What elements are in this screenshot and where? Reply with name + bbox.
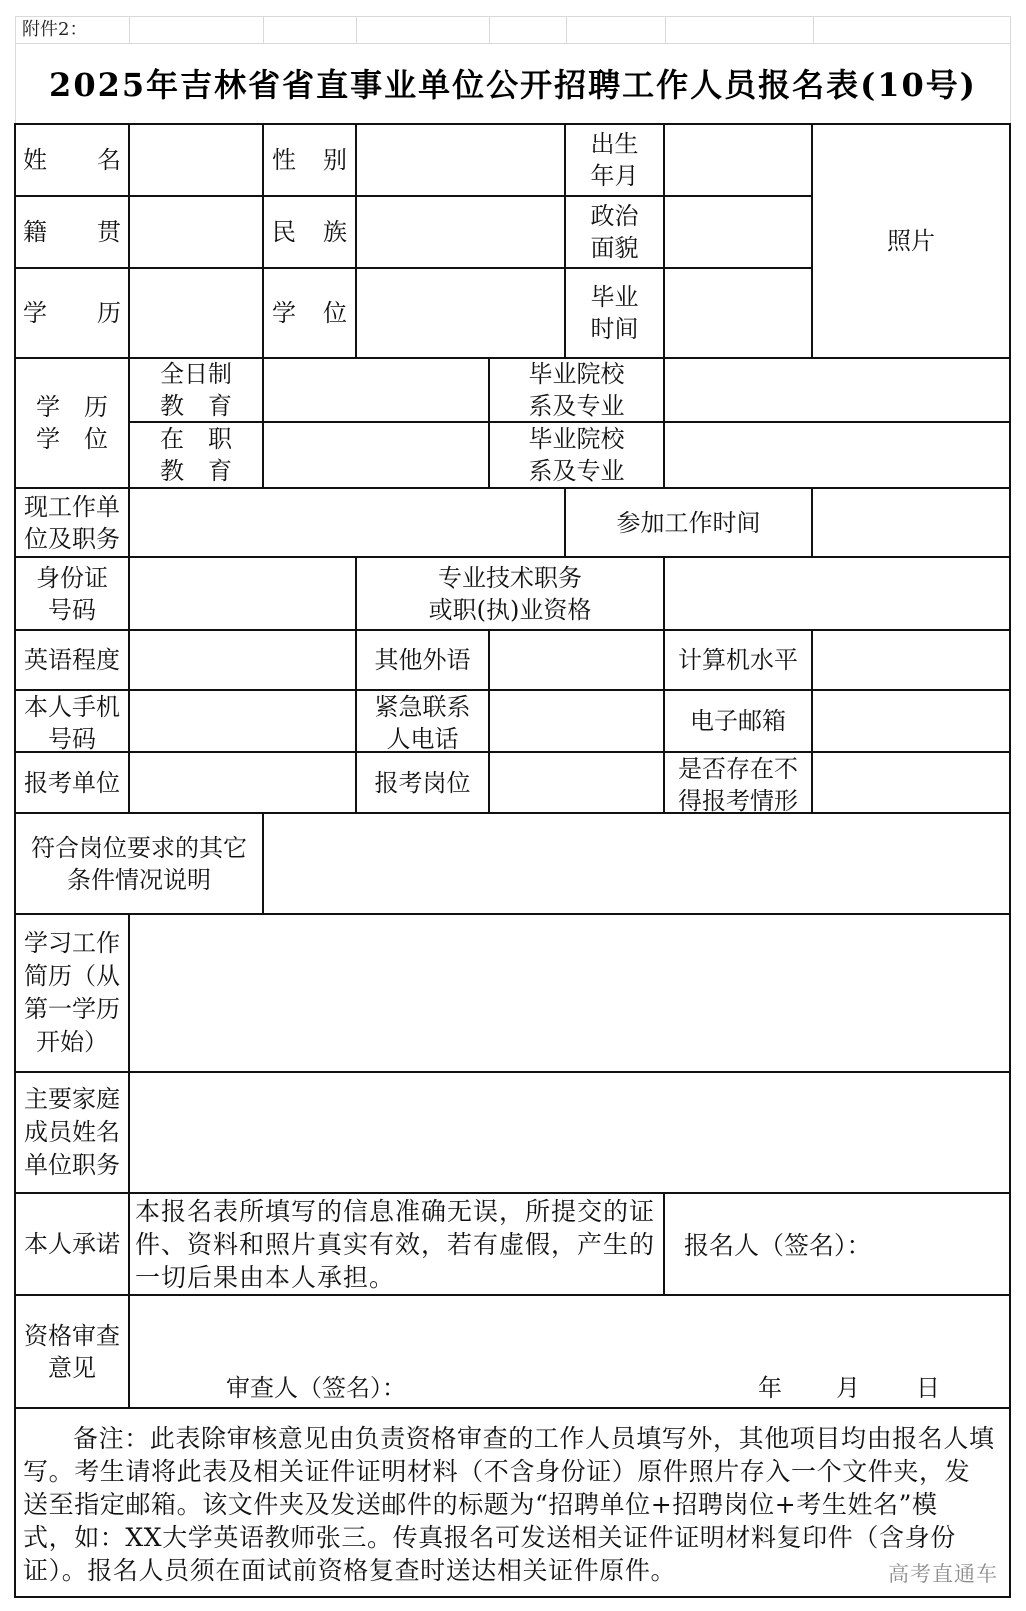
label-line: 简历（从 (24, 962, 120, 990)
resume-label (14, 913, 130, 1073)
attachment-label: 附件2： (22, 19, 88, 40)
label-line: 现工作单 (24, 492, 120, 521)
name-label (14, 123, 130, 197)
label-line: 时间 (590, 315, 639, 343)
family-field[interactable] (128, 1071, 1011, 1194)
notes-line: 送至指定邮箱。该文件夹及发送邮件的标题为“招聘单位+招聘岗位+考生姓名”模 (23, 1490, 938, 1519)
label-line: 出生 (590, 130, 639, 158)
label-line: 教 育 (160, 457, 232, 485)
notes-line: 写。考生请将此表及相关证件证明材料（不含身份证）原件照片存入一个文件夹，发 (23, 1457, 971, 1486)
in-service-school-field[interactable] (663, 421, 1011, 489)
label-line: 学习工作 (24, 929, 120, 957)
pledge-line: 一切后果由本人承担。 (135, 1262, 396, 1292)
mobile-field[interactable] (128, 689, 357, 753)
notes-line: 证）。报名人员须在面试前资格复查时送达相关证件原件。 (23, 1556, 677, 1585)
label-line: 单位职务 (24, 1151, 120, 1179)
grid-line (129, 17, 130, 43)
ethnicity-field[interactable] (355, 195, 566, 269)
label-text: 本人承诺 (24, 1230, 120, 1258)
title-row (15, 43, 1011, 125)
full-time-school-label (488, 357, 665, 423)
label-line: 人电话 (386, 725, 459, 753)
name-field[interactable] (128, 123, 264, 197)
label-text: 报考岗位 (374, 768, 471, 797)
label-char: 性 (272, 146, 296, 174)
graduation-date-field[interactable] (663, 267, 813, 359)
reviewer-signature-label: 审查人（签名）： (226, 1374, 406, 1402)
label-text: 英语程度 (24, 646, 120, 674)
label-line: 系及专业 (528, 392, 625, 420)
work-start-field[interactable] (811, 487, 1011, 558)
native-place-field[interactable] (128, 195, 264, 269)
mobile-label (14, 689, 130, 753)
id-number-field[interactable] (128, 556, 357, 631)
work-start-label (564, 487, 813, 558)
graduation-date-label (564, 267, 665, 359)
notes-box (14, 1407, 1011, 1598)
label-text: 计算机水平 (678, 646, 798, 674)
label-char: 民 (272, 218, 296, 246)
label-line: 毕业院校 (528, 360, 625, 388)
label-line: 全日制 (160, 360, 232, 388)
label-line: 条件情况说明 (67, 865, 211, 894)
label-line: 教 育 (160, 392, 232, 420)
political-status-label (564, 195, 665, 269)
notes-line: 备注：此表除审核意见由负责资格审查的工作人员填写外，其他项目均由报名人填 (73, 1424, 995, 1453)
attachment-row (15, 16, 1011, 44)
apply-position-label (355, 751, 490, 814)
label-line: 或职(执)业资格 (428, 595, 592, 624)
label-line: 号码 (48, 725, 96, 753)
label-line: 是否存在不 (678, 755, 798, 783)
label-char: 学 (23, 299, 47, 327)
label-line: 在 职 (160, 425, 232, 453)
resume-field[interactable] (128, 913, 1011, 1073)
other-conditions-label (14, 812, 264, 915)
label-text: 电子邮箱 (690, 707, 786, 735)
label-char: 籍 (23, 218, 47, 246)
watermark: 高考直通车 (888, 1562, 998, 1586)
label-line: 紧急联系 (374, 693, 471, 721)
label-line: 毕业 (590, 283, 639, 311)
label-line: 毕业院校 (528, 425, 625, 453)
label-line: 政治 (590, 202, 639, 230)
full-time-edu-label (128, 357, 264, 423)
gender-field[interactable] (355, 123, 566, 197)
pledge-text (128, 1192, 665, 1296)
native-place-label (14, 195, 130, 269)
photo-box[interactable] (811, 123, 1011, 359)
label-line: 面貌 (590, 234, 639, 262)
emergency-contact-field[interactable] (488, 689, 665, 753)
label-line: 得报考情形 (678, 787, 798, 814)
grid-line (489, 17, 490, 43)
label-line: 第一学历 (24, 995, 120, 1023)
id-number-label (14, 556, 130, 631)
pledge-label (14, 1192, 130, 1296)
full-time-edu-field[interactable] (262, 357, 490, 423)
education-field[interactable] (128, 267, 264, 359)
label-line: 开始） (36, 1028, 108, 1056)
label-line: 资格审查 (24, 1321, 120, 1350)
label-char: 族 (323, 218, 347, 246)
label-char: 姓 (23, 146, 47, 174)
label-char: 别 (323, 146, 347, 174)
professional-title-label (355, 556, 665, 631)
computer-level-label (663, 629, 813, 691)
review-date-month: 月 (836, 1374, 860, 1402)
label-line: 号码 (48, 595, 96, 624)
other-language-label (355, 629, 490, 691)
review-date-day: 日 (916, 1374, 940, 1402)
label-line: 主要家庭 (24, 1085, 120, 1113)
label-char: 学 (272, 299, 296, 327)
label-char: 历 (97, 299, 121, 327)
pledge-line: 件、资料和照片真实有效，若有虚假，产生的 (135, 1229, 656, 1259)
full-time-school-field[interactable] (663, 357, 1011, 423)
label-line: 成员姓名 (24, 1118, 120, 1146)
label-text: 报考单位 (24, 768, 120, 797)
in-service-school-label (488, 421, 665, 489)
other-language-field[interactable] (488, 629, 665, 691)
label-line: 本人手机 (24, 693, 120, 721)
family-label (14, 1071, 130, 1194)
apply-unit-field[interactable] (128, 751, 357, 814)
degree-label (262, 267, 357, 359)
grid-line (813, 17, 814, 43)
apply-position-field[interactable] (488, 751, 665, 814)
review-opinion-field[interactable] (128, 1294, 1011, 1409)
grid-line (263, 17, 264, 43)
label-line: 意见 (48, 1353, 96, 1382)
professional-title-field[interactable] (663, 556, 1011, 631)
label-line: 年月 (590, 162, 639, 190)
grid-line (665, 17, 666, 43)
current-employer-field[interactable] (128, 487, 566, 558)
review-label (14, 1294, 130, 1409)
label-line: 系及专业 (528, 457, 625, 485)
label-char: 位 (323, 299, 347, 327)
birth-date-label (564, 123, 665, 197)
label-char: 名 (97, 146, 121, 174)
label-text: 其他外语 (374, 646, 471, 674)
notes-line: 式，如：XX大学英语教师张三。传真报名可发送相关证件证明材料复印件（含身份 (23, 1523, 956, 1552)
political-status-field[interactable] (663, 195, 813, 269)
birth-date-field[interactable] (663, 123, 813, 197)
label-char: 贯 (97, 218, 121, 246)
current-employer-label (14, 487, 130, 558)
education-label (14, 267, 130, 359)
review-date-year: 年 (758, 1374, 782, 1402)
email-label (663, 689, 813, 753)
label-line: 学 位 (36, 425, 108, 453)
label-line: 专业技术职务 (438, 563, 582, 592)
pledge-line: 本报名表所填写的信息准确无误，所提交的证 (135, 1196, 656, 1226)
photo-label: 照片 (887, 227, 935, 255)
label-line: 学 历 (36, 393, 108, 421)
email-field[interactable] (811, 689, 1011, 753)
in-service-edu-field[interactable] (262, 421, 490, 489)
label-line: 身份证 (36, 563, 108, 592)
emergency-contact-label (355, 689, 490, 753)
computer-level-field[interactable] (811, 629, 1011, 691)
edu-degree-group-label (14, 357, 130, 489)
ethnicity-label (262, 195, 357, 269)
label-line: 位及职务 (24, 524, 120, 553)
english-level-field[interactable] (128, 629, 357, 691)
grid-line (356, 17, 357, 43)
gender-label (262, 123, 357, 197)
label-line: 符合岗位要求的其它 (31, 833, 247, 862)
applicant-signature-field[interactable] (663, 1192, 1011, 1296)
grid-line (566, 17, 567, 43)
apply-unit-label (14, 751, 130, 814)
degree-field[interactable] (355, 267, 566, 359)
in-service-edu-label (128, 421, 264, 489)
disqualification-field[interactable] (811, 751, 1011, 814)
other-conditions-field[interactable] (262, 812, 1011, 915)
page-title: 2025年吉林省省直事业单位公开招聘工作人员报名表(10号) (49, 66, 977, 104)
applicant-signature-label: 报名人（签名）： (684, 1231, 872, 1260)
label-text: 参加工作时间 (616, 508, 761, 537)
english-level-label (14, 629, 130, 691)
disqualification-label (663, 751, 813, 814)
